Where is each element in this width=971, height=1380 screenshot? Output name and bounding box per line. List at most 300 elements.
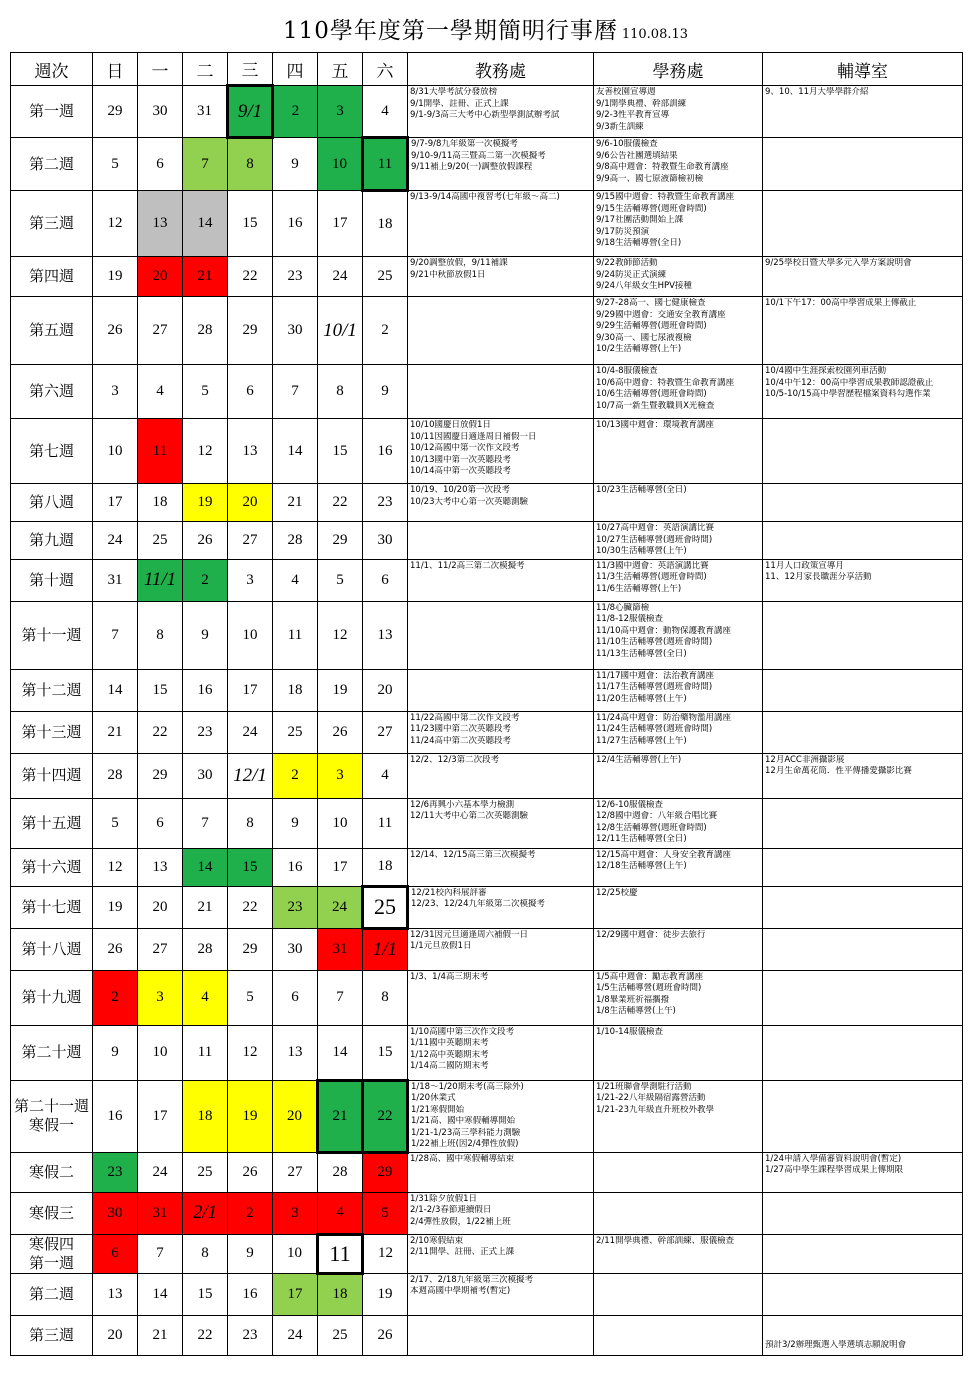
day-cell-thu: 16 bbox=[273, 848, 318, 886]
week-label-line: 第一週 bbox=[28, 1253, 74, 1272]
header-row bbox=[11, 53, 963, 86]
day-cell-mon: 18 bbox=[138, 484, 183, 522]
note-line: 11/10生活輔導營(週班會時間) bbox=[596, 637, 713, 647]
note-line: 1/20休業式 bbox=[411, 1093, 456, 1103]
header-week: 週次 bbox=[11, 53, 93, 86]
day-cell-thu: 10 bbox=[273, 1234, 318, 1273]
note-line: 9/10-9/11高三暨高二第一次模擬考 bbox=[411, 150, 546, 161]
header-tue: 二 bbox=[183, 53, 228, 86]
day-cell-fri: 3 bbox=[318, 753, 363, 798]
student-affairs-notes bbox=[594, 297, 763, 365]
note-line: 9/15國中週會：特教暨生命教育講座 bbox=[596, 192, 735, 202]
note-line: 9/1開學、註冊、正式上課 bbox=[410, 98, 509, 109]
counseling-notes bbox=[763, 753, 963, 798]
note-line: 9/1開學典禮、幹部訓練 bbox=[596, 98, 687, 109]
day-cell-wed: 29 bbox=[228, 928, 273, 970]
week-label-line: 第八週 bbox=[28, 493, 74, 511]
week-row bbox=[11, 711, 963, 753]
note-line: 12/29國中週會：徒步去旅行 bbox=[596, 929, 706, 940]
day-cell-sun: 6 bbox=[93, 1234, 138, 1273]
note-line: 11/8-12服儀檢查 bbox=[596, 614, 663, 624]
day-cell-sat: 2 bbox=[363, 297, 408, 365]
day-cell-fri: 7 bbox=[318, 970, 363, 1025]
academic-notes bbox=[408, 848, 594, 886]
academic-notes bbox=[408, 1152, 594, 1192]
day-cell-sat: 18 bbox=[363, 191, 408, 257]
note-line: 本週高國中學期補考(暫定) bbox=[410, 1286, 511, 1296]
day-cell-wed: 17 bbox=[228, 669, 273, 711]
week-label-line: 第二十一週 bbox=[13, 1097, 89, 1115]
counseling-notes bbox=[763, 419, 963, 484]
note-line: 10/13國中第一次英聽段考 bbox=[410, 454, 511, 465]
note-line: 9/17防災預演 bbox=[596, 226, 650, 237]
note-line: 9/6公告社團選填結果 bbox=[596, 150, 678, 161]
note-line: 9、10、11月大學學群介紹 bbox=[765, 87, 869, 97]
day-cell-wed: 16 bbox=[228, 1273, 273, 1315]
week-label-line: 第四週 bbox=[28, 267, 74, 285]
day-cell-wed: 2 bbox=[228, 1192, 273, 1234]
day-cell-thu: 20 bbox=[273, 1080, 318, 1152]
day-cell-fri: 18 bbox=[318, 1273, 363, 1315]
academic-notes bbox=[408, 297, 594, 365]
week-label bbox=[11, 928, 93, 970]
day-cell-tue: 9 bbox=[183, 601, 228, 669]
week-row bbox=[11, 753, 963, 798]
week-label-line: 寒假二 bbox=[28, 1162, 74, 1181]
day-cell-mon: 27 bbox=[138, 928, 183, 970]
day-cell-tue: 2 bbox=[183, 559, 228, 601]
day-cell-sun: 26 bbox=[93, 928, 138, 970]
note-line: 11/10高中週會：動物保護教育講座 bbox=[596, 625, 731, 636]
header-sun: 日 bbox=[93, 53, 138, 86]
day-cell-wed: 15 bbox=[228, 191, 273, 257]
academic-notes bbox=[408, 1234, 594, 1273]
day-cell-sat: 20 bbox=[363, 669, 408, 711]
note-line: 10/19、10/20第一次段考 bbox=[410, 485, 510, 495]
day-cell-mon: 13 bbox=[138, 191, 183, 257]
day-cell-wed: 19 bbox=[228, 1080, 273, 1152]
day-cell-mon: 31 bbox=[138, 1192, 183, 1234]
student-affairs-notes bbox=[594, 191, 763, 257]
note-line: 2/11開學、註冊、正式上課 bbox=[410, 1247, 515, 1257]
note-line: 11/22高國中第二次作文段考 bbox=[410, 712, 520, 723]
week-label-line: 第十八週 bbox=[21, 939, 82, 958]
student-affairs-notes bbox=[594, 138, 763, 191]
day-cell-sat: 18 bbox=[363, 848, 408, 886]
counseling-notes bbox=[763, 484, 963, 522]
note-line: 11/24高中週會：防治藥物濫用講座 bbox=[596, 712, 731, 723]
counseling-notes bbox=[763, 970, 963, 1025]
academic-notes bbox=[408, 798, 594, 848]
day-cell-sun: 16 bbox=[93, 1080, 138, 1152]
note-line: 10/23大考中心第一次英聽測驗 bbox=[410, 496, 528, 507]
day-cell-thu: 23 bbox=[273, 886, 318, 928]
counseling-notes bbox=[763, 297, 963, 365]
day-cell-sun: 26 bbox=[93, 297, 138, 365]
day-cell-thu: 4 bbox=[273, 559, 318, 601]
week-row bbox=[11, 1315, 963, 1355]
day-cell-thu: 27 bbox=[273, 1152, 318, 1192]
counseling-notes bbox=[763, 1273, 963, 1315]
counseling-notes bbox=[763, 1234, 963, 1273]
day-cell-fri: 24 bbox=[318, 886, 363, 928]
note-line: 10/23生活輔導營(全日) bbox=[596, 485, 687, 495]
day-cell-sat: 13 bbox=[363, 601, 408, 669]
day-cell-thu: 9 bbox=[273, 798, 318, 848]
week-row bbox=[11, 297, 963, 365]
day-cell-tue: 21 bbox=[183, 257, 228, 297]
day-cell-tue: 21 bbox=[183, 886, 228, 928]
day-cell-tue: 16 bbox=[183, 669, 228, 711]
week-label-line: 第二十週 bbox=[21, 1043, 82, 1061]
note-line: 10/5-10/15高中學習歷程檔案資料勾選作業 bbox=[765, 389, 931, 399]
note-line: 友善校園宣導週 bbox=[596, 87, 656, 97]
week-row bbox=[11, 138, 963, 191]
note-line: 1/12高中英聽期末考 bbox=[410, 1049, 489, 1060]
week-label-line: 第十一週 bbox=[21, 625, 82, 644]
day-cell-wed: 20 bbox=[228, 484, 273, 522]
day-cell-wed: 3 bbox=[228, 559, 273, 601]
day-cell-sat: 11 bbox=[363, 138, 408, 191]
day-cell-wed: 5 bbox=[228, 970, 273, 1025]
week-label-line: 第十二週 bbox=[21, 680, 82, 699]
note-line: 9/1-9/3高三大考中心新型學測試辦考試 bbox=[410, 110, 560, 120]
week-label-line: 第二週 bbox=[28, 154, 74, 173]
counseling-notes bbox=[763, 928, 963, 970]
note-line: 10/1下午17：00高中學習成果上傳截止 bbox=[765, 298, 917, 308]
academic-notes bbox=[408, 711, 594, 753]
day-cell-tue: 14 bbox=[183, 191, 228, 257]
day-cell-fri: 26 bbox=[318, 711, 363, 753]
note-line: 12/2、12/3第二次段考 bbox=[410, 754, 500, 765]
note-line: 1/8畢業班祈福攜撥 bbox=[596, 994, 670, 1005]
note-line: 9/11補上9/20(一)調整放假課程 bbox=[411, 162, 533, 172]
day-cell-sat: 12 bbox=[363, 1234, 408, 1273]
note-line: 1/21高、國中寒假輔導開始 bbox=[411, 1116, 516, 1126]
week-label-line: 寒假三 bbox=[28, 1203, 74, 1222]
note-line: 10/27高中週會：英語演講比賽 bbox=[596, 523, 714, 533]
day-cell-sun: 28 bbox=[93, 753, 138, 798]
day-cell-fri: 10/1 bbox=[318, 297, 363, 365]
day-cell-sun: 5 bbox=[93, 138, 138, 191]
note-line: 9/27-28高一、國七健康檢查 bbox=[596, 298, 706, 308]
day-cell-wed: 22 bbox=[228, 886, 273, 928]
day-cell-sat: 6 bbox=[363, 559, 408, 601]
note-line: 1/21-1/23高三學科能力測驗 bbox=[411, 1127, 521, 1138]
note-line: 12月生命萬花筒．性平傳播愛攝影比賽 bbox=[765, 766, 912, 776]
day-cell-thu: 14 bbox=[273, 419, 318, 484]
day-cell-sun: 24 bbox=[93, 522, 138, 560]
day-cell-sun: 21 bbox=[93, 711, 138, 753]
day-cell-sun: 12 bbox=[93, 191, 138, 257]
week-row bbox=[11, 669, 963, 711]
note-line: 10/11因國慶日適逢周日補假一日 bbox=[410, 431, 537, 442]
academic-notes bbox=[408, 1025, 594, 1080]
note-line: 9/2-3性平教育宣導 bbox=[596, 110, 670, 120]
note-line: 11/3國中週會：英語演講比賽 bbox=[596, 560, 709, 571]
week-label bbox=[11, 484, 93, 522]
day-cell-sun: 20 bbox=[93, 1315, 138, 1355]
note-line: 12/25校慶 bbox=[596, 887, 638, 898]
week-row bbox=[11, 1025, 963, 1080]
day-cell-mon: 20 bbox=[138, 886, 183, 928]
day-cell-sat: 25 bbox=[363, 257, 408, 297]
note-line: 10/7高一新生暨教職員X光檢查 bbox=[596, 400, 715, 411]
note-line: 2/17、2/18九年級第三次模擬考 bbox=[410, 1274, 534, 1285]
week-label bbox=[11, 1273, 93, 1315]
note-line: 10/6生活輔導營(週班會時間) bbox=[596, 389, 707, 399]
day-cell-wed: 29 bbox=[228, 297, 273, 365]
week-label-line: 寒假四 bbox=[28, 1234, 74, 1253]
week-label bbox=[11, 522, 93, 560]
week-row bbox=[11, 484, 963, 522]
day-cell-tue: 25 bbox=[183, 1152, 228, 1192]
week-row bbox=[11, 970, 963, 1025]
week-label bbox=[11, 601, 93, 669]
week-label bbox=[11, 559, 93, 601]
day-cell-thu: 18 bbox=[273, 669, 318, 711]
week-label bbox=[11, 257, 93, 297]
day-cell-sun: 10 bbox=[93, 419, 138, 484]
counseling-notes bbox=[763, 711, 963, 753]
day-cell-sun: 14 bbox=[93, 669, 138, 711]
note-line: 1/3、1/4高三期末考 bbox=[410, 971, 489, 982]
day-cell-thu: 3 bbox=[273, 1192, 318, 1234]
student-affairs-notes bbox=[594, 1025, 763, 1080]
note-line: 12/18生活輔導營(上午) bbox=[596, 861, 687, 871]
day-cell-mon: 7 bbox=[138, 1234, 183, 1273]
note-line: 1/5高中週會：勵志教育講座 bbox=[596, 971, 704, 982]
week-label bbox=[11, 138, 93, 191]
note-line: 1/5生活輔導營(週班會時間) bbox=[596, 983, 702, 993]
calendar-table bbox=[10, 52, 963, 1356]
academic-notes bbox=[408, 191, 594, 257]
student-affairs-notes bbox=[594, 669, 763, 711]
note-line: 1/22補上班(因2/4彈性放假) bbox=[411, 1139, 519, 1149]
note-line: 9/21中秋節放假1日 bbox=[410, 269, 486, 280]
day-cell-sat: 27 bbox=[363, 711, 408, 753]
note-line: 2/4彈性放假，1/22補上班 bbox=[410, 1216, 511, 1227]
header-thu: 四 bbox=[273, 53, 318, 86]
day-cell-fri: 14 bbox=[318, 1025, 363, 1080]
week-row bbox=[11, 886, 963, 928]
note-line: 11月人口政策宣導月 bbox=[765, 560, 844, 571]
day-cell-wed: 9/1 bbox=[228, 86, 273, 138]
note-line: 11/27生活輔導營(上午) bbox=[596, 735, 687, 746]
day-cell-tue: 15 bbox=[183, 1273, 228, 1315]
day-cell-mon: 10 bbox=[138, 1025, 183, 1080]
day-cell-sun: 30 bbox=[93, 1192, 138, 1234]
day-cell-tue: 19 bbox=[183, 484, 228, 522]
day-cell-fri: 25 bbox=[318, 1315, 363, 1355]
day-cell-mon: 29 bbox=[138, 753, 183, 798]
counseling-notes bbox=[763, 1080, 963, 1152]
note-line: 12/14、12/15高三第三次模擬考 bbox=[410, 849, 536, 860]
week-label-line: 第十三週 bbox=[21, 722, 82, 741]
note-line: 11/24生活輔導營(週班會時間) bbox=[596, 724, 713, 734]
counseling-notes bbox=[763, 848, 963, 886]
note-line: 2/10寒假結束 bbox=[410, 1235, 464, 1246]
week-label bbox=[11, 1152, 93, 1192]
note-line bbox=[765, 1328, 960, 1340]
note-line: 1/1元旦放假1日 bbox=[410, 941, 472, 951]
note-line: 2/11開學典禮、幹部訓練、服儀檢查 bbox=[596, 1235, 735, 1246]
note-line: 12/8生活輔導營(週班會時間) bbox=[596, 822, 707, 833]
counseling-notes bbox=[763, 1152, 963, 1192]
day-cell-thu: 9 bbox=[273, 138, 318, 191]
day-cell-tue: 31 bbox=[183, 86, 228, 138]
header-student-affairs: 學務處 bbox=[594, 53, 763, 86]
academic-notes bbox=[408, 1273, 594, 1315]
day-cell-fri: 17 bbox=[318, 191, 363, 257]
week-row bbox=[11, 601, 963, 669]
academic-notes bbox=[408, 138, 594, 191]
counseling-notes bbox=[763, 522, 963, 560]
day-cell-mon: 4 bbox=[138, 365, 183, 419]
note-line: 9/17社團活動開始上課 bbox=[596, 215, 684, 225]
day-cell-sat: 22 bbox=[363, 1080, 408, 1152]
note-line: 9/18生活輔導營(全日) bbox=[596, 238, 682, 248]
note-line: 9/15生活輔導營(週班會時間) bbox=[596, 203, 707, 214]
day-cell-mon: 11 bbox=[138, 419, 183, 484]
day-cell-fri: 19 bbox=[318, 669, 363, 711]
student-affairs-notes bbox=[594, 886, 763, 928]
counseling-notes bbox=[763, 138, 963, 191]
counseling-notes bbox=[763, 669, 963, 711]
day-cell-sat: 1/1 bbox=[363, 928, 408, 970]
note-line: 12/6-10服儀檢查 bbox=[596, 799, 663, 810]
day-cell-sat: 8 bbox=[363, 970, 408, 1025]
academic-notes bbox=[408, 1315, 594, 1355]
student-affairs-notes bbox=[594, 86, 763, 138]
note-line: 2/1-2/3春節連續假日 bbox=[410, 1205, 492, 1215]
day-cell-thu: 24 bbox=[273, 1315, 318, 1355]
calendar-body bbox=[11, 86, 963, 1356]
note-line: 11/6生活輔導營(上午) bbox=[596, 583, 682, 594]
student-affairs-notes bbox=[594, 601, 763, 669]
day-cell-sun: 2 bbox=[93, 970, 138, 1025]
note-line: 11/23國中第二次英聽段考 bbox=[410, 724, 511, 734]
note-line: 11、12月家長職涯分享活動 bbox=[765, 572, 872, 582]
day-cell-fri: 10 bbox=[318, 138, 363, 191]
day-cell-sun: 3 bbox=[93, 365, 138, 419]
week-label-line: 第十週 bbox=[28, 570, 74, 589]
day-cell-fri: 11 bbox=[318, 1234, 363, 1273]
week-label-line: 第六週 bbox=[28, 382, 74, 400]
note-line: 12/23、12/24九年級第二次模擬考 bbox=[411, 899, 545, 909]
week-label-line: 第十五週 bbox=[21, 813, 82, 832]
day-cell-thu: 21 bbox=[273, 484, 318, 522]
day-cell-sat: 29 bbox=[363, 1152, 408, 1192]
note-line: 9/6-10服儀檢查 bbox=[596, 139, 658, 149]
note-line: 11/17國中週會：法治教育講座 bbox=[596, 670, 714, 681]
day-cell-fri: 21 bbox=[318, 1080, 363, 1152]
day-cell-thu: 11 bbox=[273, 601, 318, 669]
day-cell-wed: 15 bbox=[228, 848, 273, 886]
note-line: 10/14高中第一次英聽段考 bbox=[410, 466, 511, 476]
academic-notes bbox=[408, 522, 594, 560]
counseling-notes bbox=[763, 798, 963, 848]
day-cell-tue: 11 bbox=[183, 1025, 228, 1080]
note-line: 1/24申請入學備審資料說明會(暫定) bbox=[765, 1153, 902, 1164]
day-cell-mon: 25 bbox=[138, 522, 183, 560]
week-label bbox=[11, 297, 93, 365]
note-line: 1/8生活輔導營(上午) bbox=[596, 1006, 676, 1016]
day-cell-wed: 26 bbox=[228, 1152, 273, 1192]
week-label bbox=[11, 886, 93, 928]
note-line: 預計3/2辦理甄選入學選填志願說明會 bbox=[765, 1339, 907, 1350]
week-label bbox=[11, 1080, 93, 1152]
day-cell-thu: 30 bbox=[273, 928, 318, 970]
week-label bbox=[11, 711, 93, 753]
note-line: 12月ACC非洲攝影展 bbox=[765, 754, 845, 765]
day-cell-sat: 30 bbox=[363, 522, 408, 560]
title-date: 110.08.13 bbox=[621, 27, 689, 42]
day-cell-sun: 5 bbox=[93, 798, 138, 848]
note-line: 12/11大考中心第二次英聽測驗 bbox=[410, 811, 528, 821]
week-label bbox=[11, 86, 93, 138]
week-label bbox=[11, 669, 93, 711]
academic-notes bbox=[408, 257, 594, 297]
day-cell-sat: 9 bbox=[363, 365, 408, 419]
counseling-notes bbox=[763, 257, 963, 297]
student-affairs-notes bbox=[594, 1315, 763, 1355]
note-line: 1/21寒假開始 bbox=[411, 1104, 465, 1115]
header-mon: 一 bbox=[138, 53, 183, 86]
note-line: 12/6再興小六基本學力檢測 bbox=[410, 799, 515, 810]
note-line: 10/4-8服儀檢查 bbox=[596, 366, 658, 376]
day-cell-sat: 23 bbox=[363, 484, 408, 522]
day-cell-tue: 30 bbox=[183, 753, 228, 798]
day-cell-mon: 30 bbox=[138, 86, 183, 138]
note-line: 10/2生活輔導營(上午) bbox=[596, 344, 682, 354]
note-line: 10/4中午12：00高中學習成果教師認證截止 bbox=[765, 377, 934, 388]
day-cell-mon: 15 bbox=[138, 669, 183, 711]
day-cell-mon: 6 bbox=[138, 138, 183, 191]
academic-notes bbox=[408, 419, 594, 484]
counseling-notes bbox=[763, 601, 963, 669]
week-row bbox=[11, 1080, 963, 1152]
note-line: 9/29國中週會：交通安全教育講座 bbox=[596, 309, 726, 320]
note-line: 9/13-9/14高國中複習考(七年級～高二) bbox=[410, 192, 560, 202]
day-cell-tue: 26 bbox=[183, 522, 228, 560]
note-line: 10/10國慶日放假1日 bbox=[410, 420, 491, 430]
note-line: 9/25學校日暨大學多元入學方案說明會 bbox=[765, 258, 912, 268]
day-cell-thu: 23 bbox=[273, 257, 318, 297]
student-affairs-notes bbox=[594, 970, 763, 1025]
week-label bbox=[11, 970, 93, 1025]
header-sat: 六 bbox=[363, 53, 408, 86]
note-line: 10/12高國中第一次作文段考 bbox=[410, 443, 520, 453]
day-cell-fri: 17 bbox=[318, 848, 363, 886]
note-line: 9/24八年級女生HPV接種 bbox=[596, 281, 692, 291]
week-label-line: 第五週 bbox=[28, 321, 74, 339]
student-affairs-notes bbox=[594, 1152, 763, 1192]
counseling-notes bbox=[763, 559, 963, 601]
note-line: 1/10高國中第三次作文段考 bbox=[410, 1026, 515, 1037]
day-cell-sun: 29 bbox=[93, 86, 138, 138]
day-cell-wed: 23 bbox=[228, 1315, 273, 1355]
day-cell-fri: 4 bbox=[318, 1192, 363, 1234]
day-cell-mon: 22 bbox=[138, 711, 183, 753]
week-label-line: 第二週 bbox=[28, 1284, 74, 1303]
day-cell-sat: 16 bbox=[363, 419, 408, 484]
note-line: 11/17生活輔導營(週班會時間) bbox=[596, 682, 713, 692]
week-label-line: 第十六週 bbox=[21, 857, 82, 876]
day-cell-wed: 8 bbox=[228, 138, 273, 191]
week-row bbox=[11, 1152, 963, 1192]
day-cell-fri: 10 bbox=[318, 798, 363, 848]
